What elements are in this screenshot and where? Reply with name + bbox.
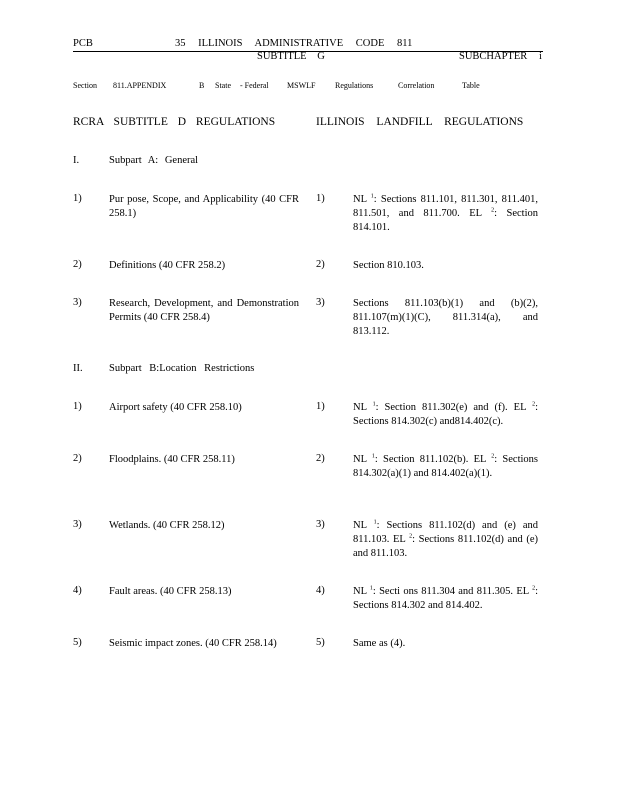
header-code: 35 ILLINOIS ADMINISTRATIVE CODE 811 bbox=[175, 38, 413, 49]
header-left: PCB bbox=[73, 38, 93, 49]
section-federal: - Federal bbox=[240, 81, 269, 90]
section-table: Table bbox=[462, 81, 480, 90]
row-number: 2) bbox=[73, 453, 82, 464]
illinois-regulation: Sections 811.103(b)(1) and (b)(2), 811.107(m)(1)(C), 811.314(a), and 813.112. bbox=[353, 298, 538, 337]
section-label: Section bbox=[73, 81, 97, 90]
subpart-title: Subpart A: General bbox=[109, 155, 199, 166]
row-number: 5) bbox=[73, 637, 82, 648]
section-state: State bbox=[215, 81, 231, 90]
subpart-number: I. bbox=[73, 155, 80, 166]
row-number: 3) bbox=[73, 297, 82, 308]
illinois-row-number: 1) bbox=[316, 193, 325, 204]
rcra-regulation: Seismic impact zones. (40 CFR 258.14) bbox=[109, 638, 277, 649]
illinois-row-number: 3) bbox=[316, 519, 325, 530]
illinois-regulation: Same as (4). bbox=[353, 638, 406, 649]
header-subchapter-letter: i bbox=[539, 51, 542, 62]
illinois-regulation: NL $^1$: Secti ons 811.304 and 811.305. EL $^2$: Sections 814.302 and 814.402. bbox=[353, 585, 538, 611]
illinois-row-number: 4) bbox=[316, 585, 325, 596]
subpart-title: Subpart B:Location Restrictions bbox=[109, 363, 255, 374]
rcra-regulation: Fault areas. (40 CFR 258.13) bbox=[109, 586, 232, 597]
subpart-number: II. bbox=[73, 363, 83, 374]
illinois-regulation: NL $^1$: Sections 811.101, 811.301, 811.401, 811.501, and 811.700. EL $^2$: Section 814.101. bbox=[353, 193, 538, 233]
section-correlation: Correlation bbox=[398, 81, 435, 90]
section-letter: B bbox=[199, 81, 205, 90]
row-number: 4) bbox=[73, 585, 82, 596]
illinois-row-number: 1) bbox=[316, 401, 325, 412]
rcra-regulation: Research, Development, and Demonstration Permits (40 CFR 258.4) bbox=[109, 298, 299, 323]
row-number: 1) bbox=[73, 193, 82, 204]
row-number: 3) bbox=[73, 519, 82, 530]
illinois-row-number: 3) bbox=[316, 297, 325, 308]
illinois-regulation: Section 810.103. bbox=[353, 260, 424, 271]
header-subchapter: SUBCHAPTER bbox=[459, 51, 528, 62]
rcra-regulation: Definitions (40 CFR 258.2) bbox=[109, 260, 226, 271]
illinois-row-number: 2) bbox=[316, 453, 325, 464]
rcra-regulation: Pur pose, Scope, and Applicability (40 CFR 258.1) bbox=[109, 194, 299, 219]
row-number: 1) bbox=[73, 401, 82, 412]
illinois-row-number: 5) bbox=[316, 637, 325, 648]
column-heading-rcra: RCRA SUBTITLE D REGULATIONS bbox=[73, 116, 276, 128]
row-number: 2) bbox=[73, 259, 82, 270]
column-heading-illinois: ILLINOIS LANDFILL REGULATIONS bbox=[316, 116, 524, 128]
section-regulations: Regulations bbox=[335, 81, 374, 90]
section-mswlf: MSWLF bbox=[287, 81, 316, 90]
rcra-regulation: Airport safety (40 CFR 258.10) bbox=[109, 402, 242, 413]
illinois-regulation: NL $^1$: Section 811.102(b). EL $^2$: Sections 814.302(a)(1) and 814.402(a)(1). bbox=[353, 453, 539, 479]
rcra-regulation: Wetlands. (40 CFR 258.12) bbox=[109, 520, 225, 531]
illinois-regulation: NL $^1$: Section 811.302(e) and (f). EL $^2$: Sections 814.302(c) and814.402(c). bbox=[353, 401, 539, 427]
illinois-regulation: NL $^1$: Sections 811.102(d) and (e) and 811.103. EL $^2$: Sections 811.102(d) and (e) and 811.103. bbox=[353, 519, 539, 559]
section-appendix: 811.APPENDIX bbox=[113, 81, 167, 90]
header-subtitle: SUBTITLE G bbox=[257, 51, 325, 62]
rcra-regulation: Floodplains. (40 CFR 258.11) bbox=[109, 454, 235, 465]
illinois-row-number: 2) bbox=[316, 259, 325, 270]
